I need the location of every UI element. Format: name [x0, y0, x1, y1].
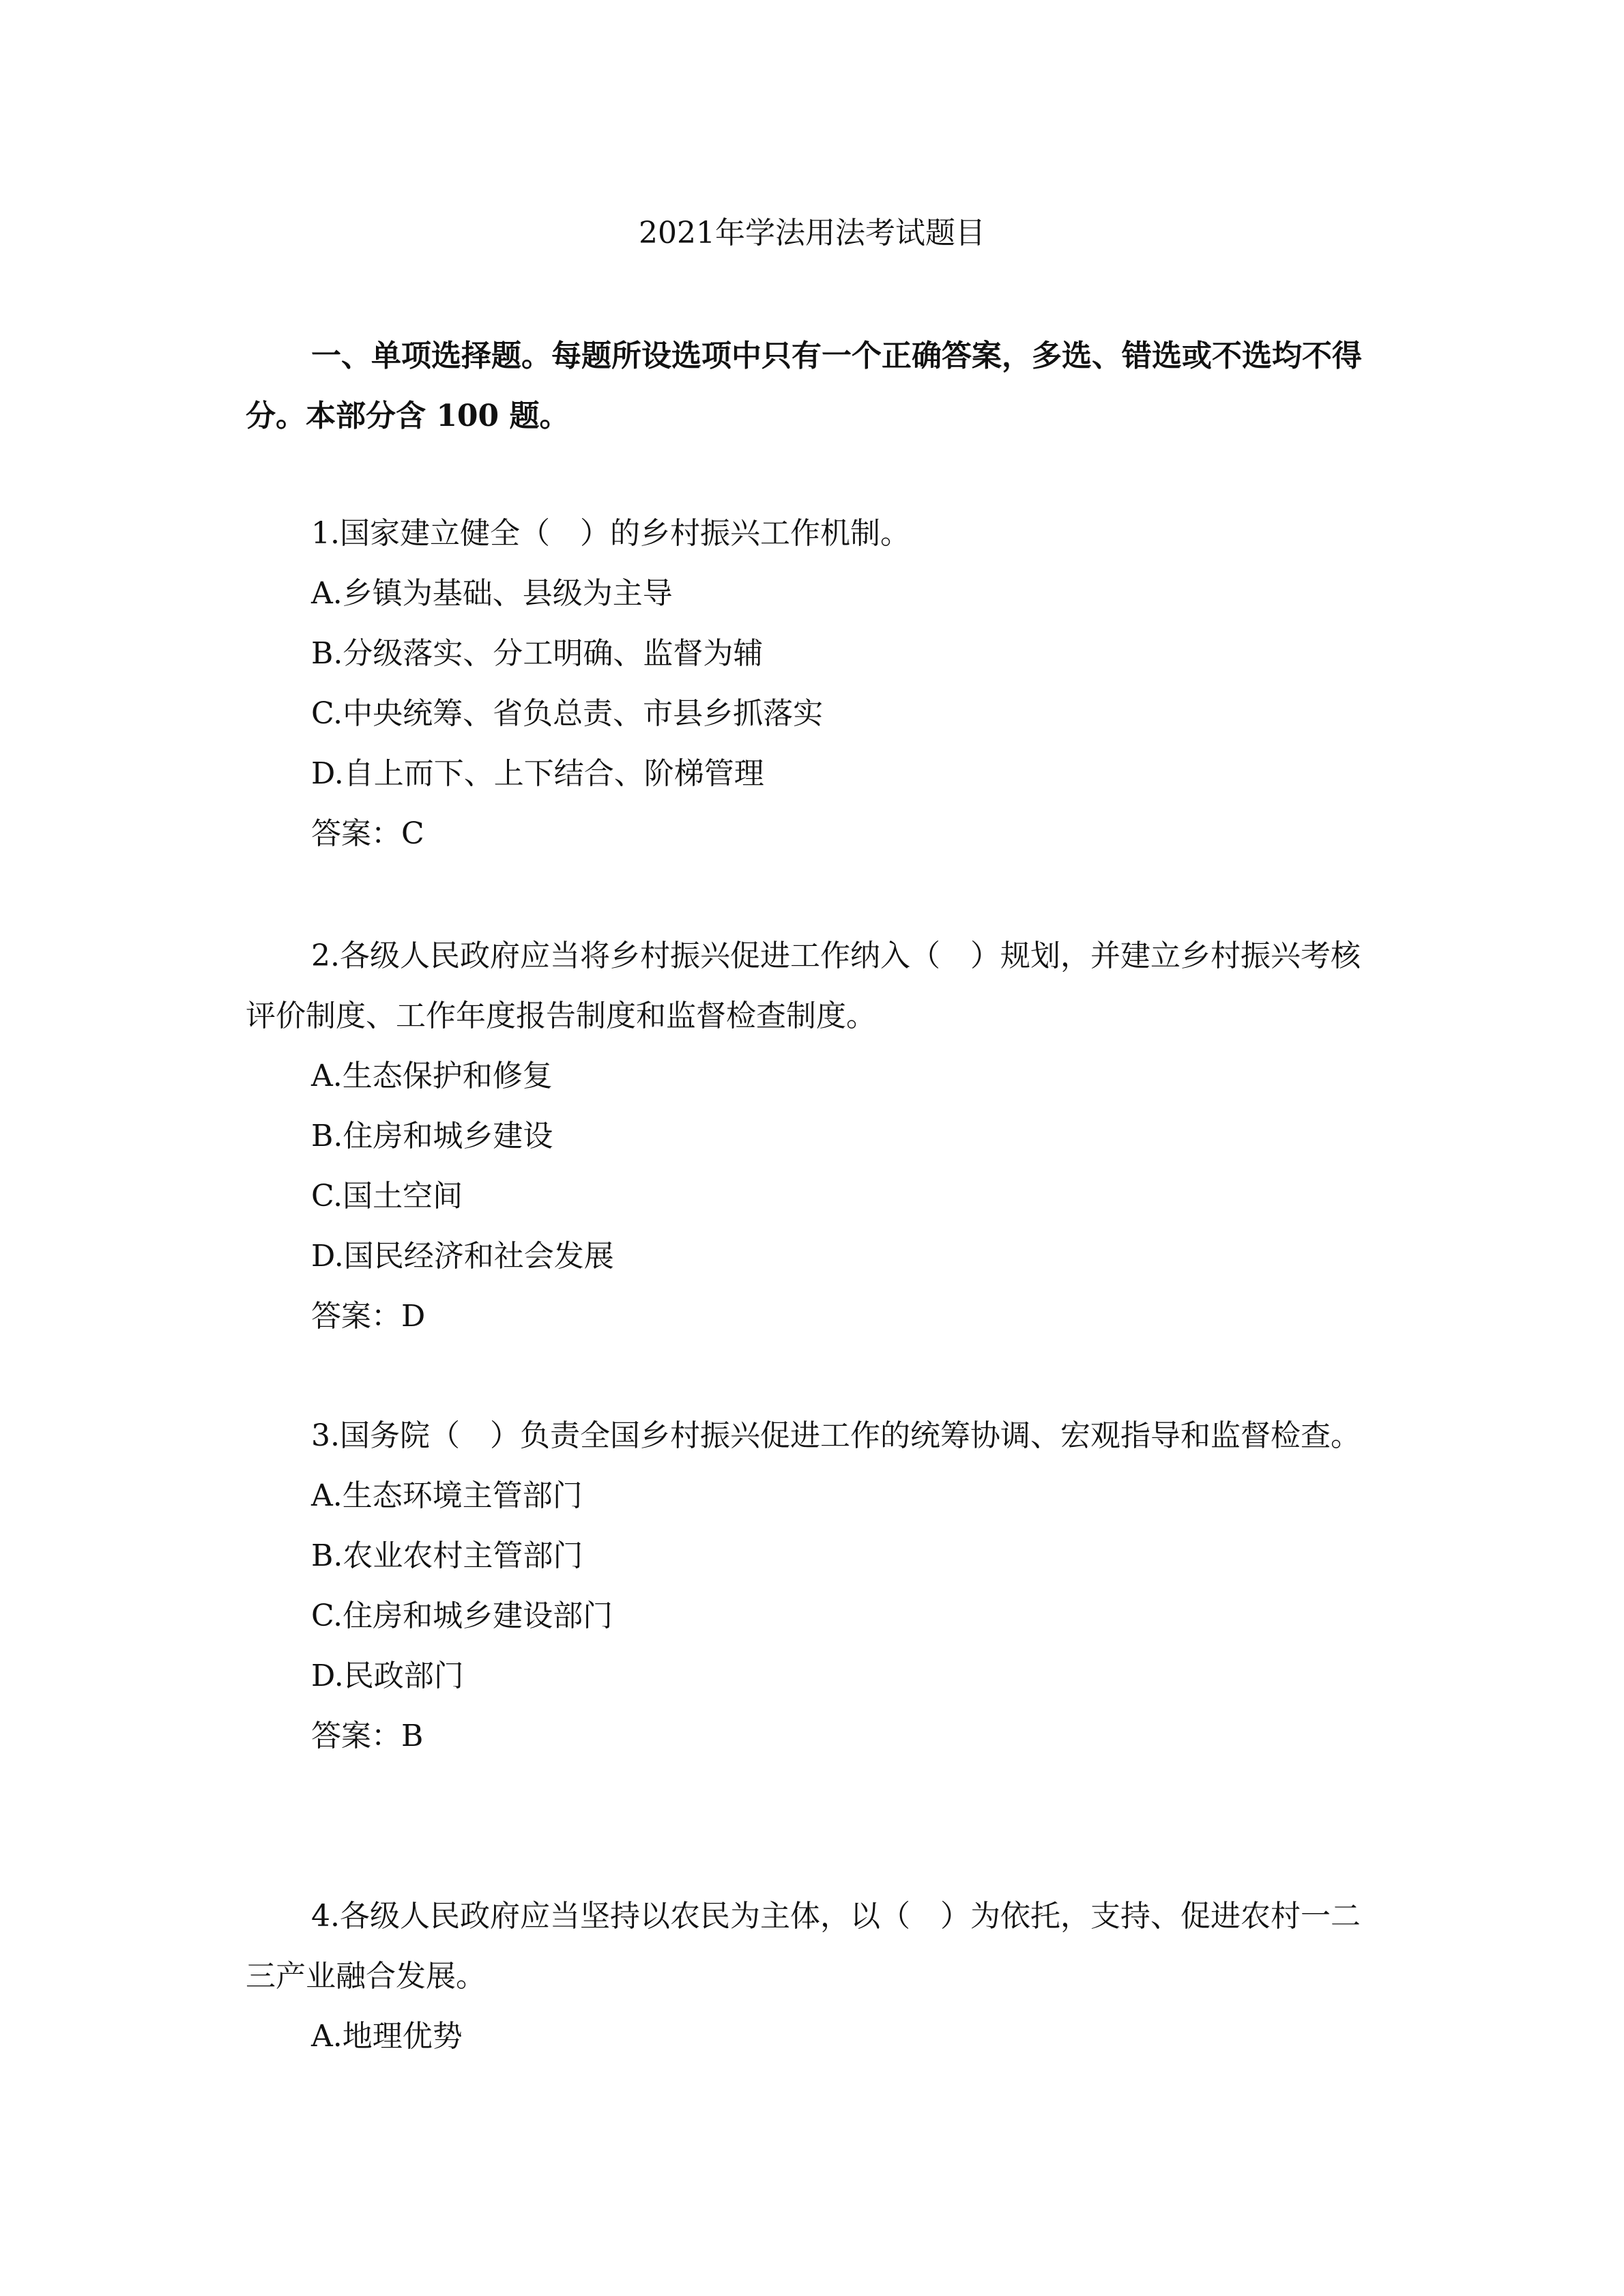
option-c: C.住房和城乡建设部门 [311, 1598, 613, 1633]
option-a: A.地理优势 [311, 2019, 463, 2054]
question-block [246, 1886, 1378, 2067]
option-c: C.中央统筹、省负总责、市县乡抓落实 [311, 696, 824, 731]
answer-line: 答案：D [311, 1299, 426, 1334]
question-stem: 2.各级人民政府应当将乡村振兴促进工作纳入（ ）规划，并建立乡村振兴考核评价制度、工作年度报告制度和监督检查制度。 [246, 938, 1361, 1033]
question-block [246, 926, 1378, 1347]
question-stem: 3.国务院（ ）负责全国乡村振兴促进工作的统筹协调、宏观指导和监督检查。 [311, 1418, 1361, 1453]
option-a: A.乡镇为基础、县级为主导 [311, 576, 673, 611]
option-a: A.生态保护和修复 [311, 1059, 553, 1093]
answer-line: 答案：B [311, 1719, 424, 1753]
option-a: A.生态环境主管部门 [311, 1478, 583, 1513]
option-b: B.分级落实、分工明确、监督为辅 [311, 636, 764, 671]
question-stem: 1.国家建立健全（ ）的乡村振兴工作机制。 [311, 516, 910, 551]
option-c: C.国土空间 [311, 1179, 463, 1214]
answer-line: 答案：C [311, 816, 424, 851]
option-d: D.国民经济和社会发展 [311, 1239, 614, 1274]
option-b: B.农业农村主管部门 [311, 1538, 583, 1573]
question-block [246, 1406, 1378, 1766]
question-stem: 4.各级人民政府应当坚持以农民为主体，以（ ）为依托，支持、促进农村一二三产业融合发展。 [246, 1899, 1361, 1994]
question-block [246, 504, 1378, 864]
option-d: D.民政部门 [311, 1659, 464, 1693]
option-b: B.住房和城乡建设 [311, 1119, 553, 1153]
document-title: 2021年学法用法考试题目 [639, 216, 985, 250]
option-d: D.自上而下、上下结合、阶梯管理 [311, 756, 764, 791]
section-heading: 一、单项选择题。每题所设选项中只有一个正确答案，多选、错选或不选均不得分。本部分含 100 题。 [246, 339, 1362, 433]
